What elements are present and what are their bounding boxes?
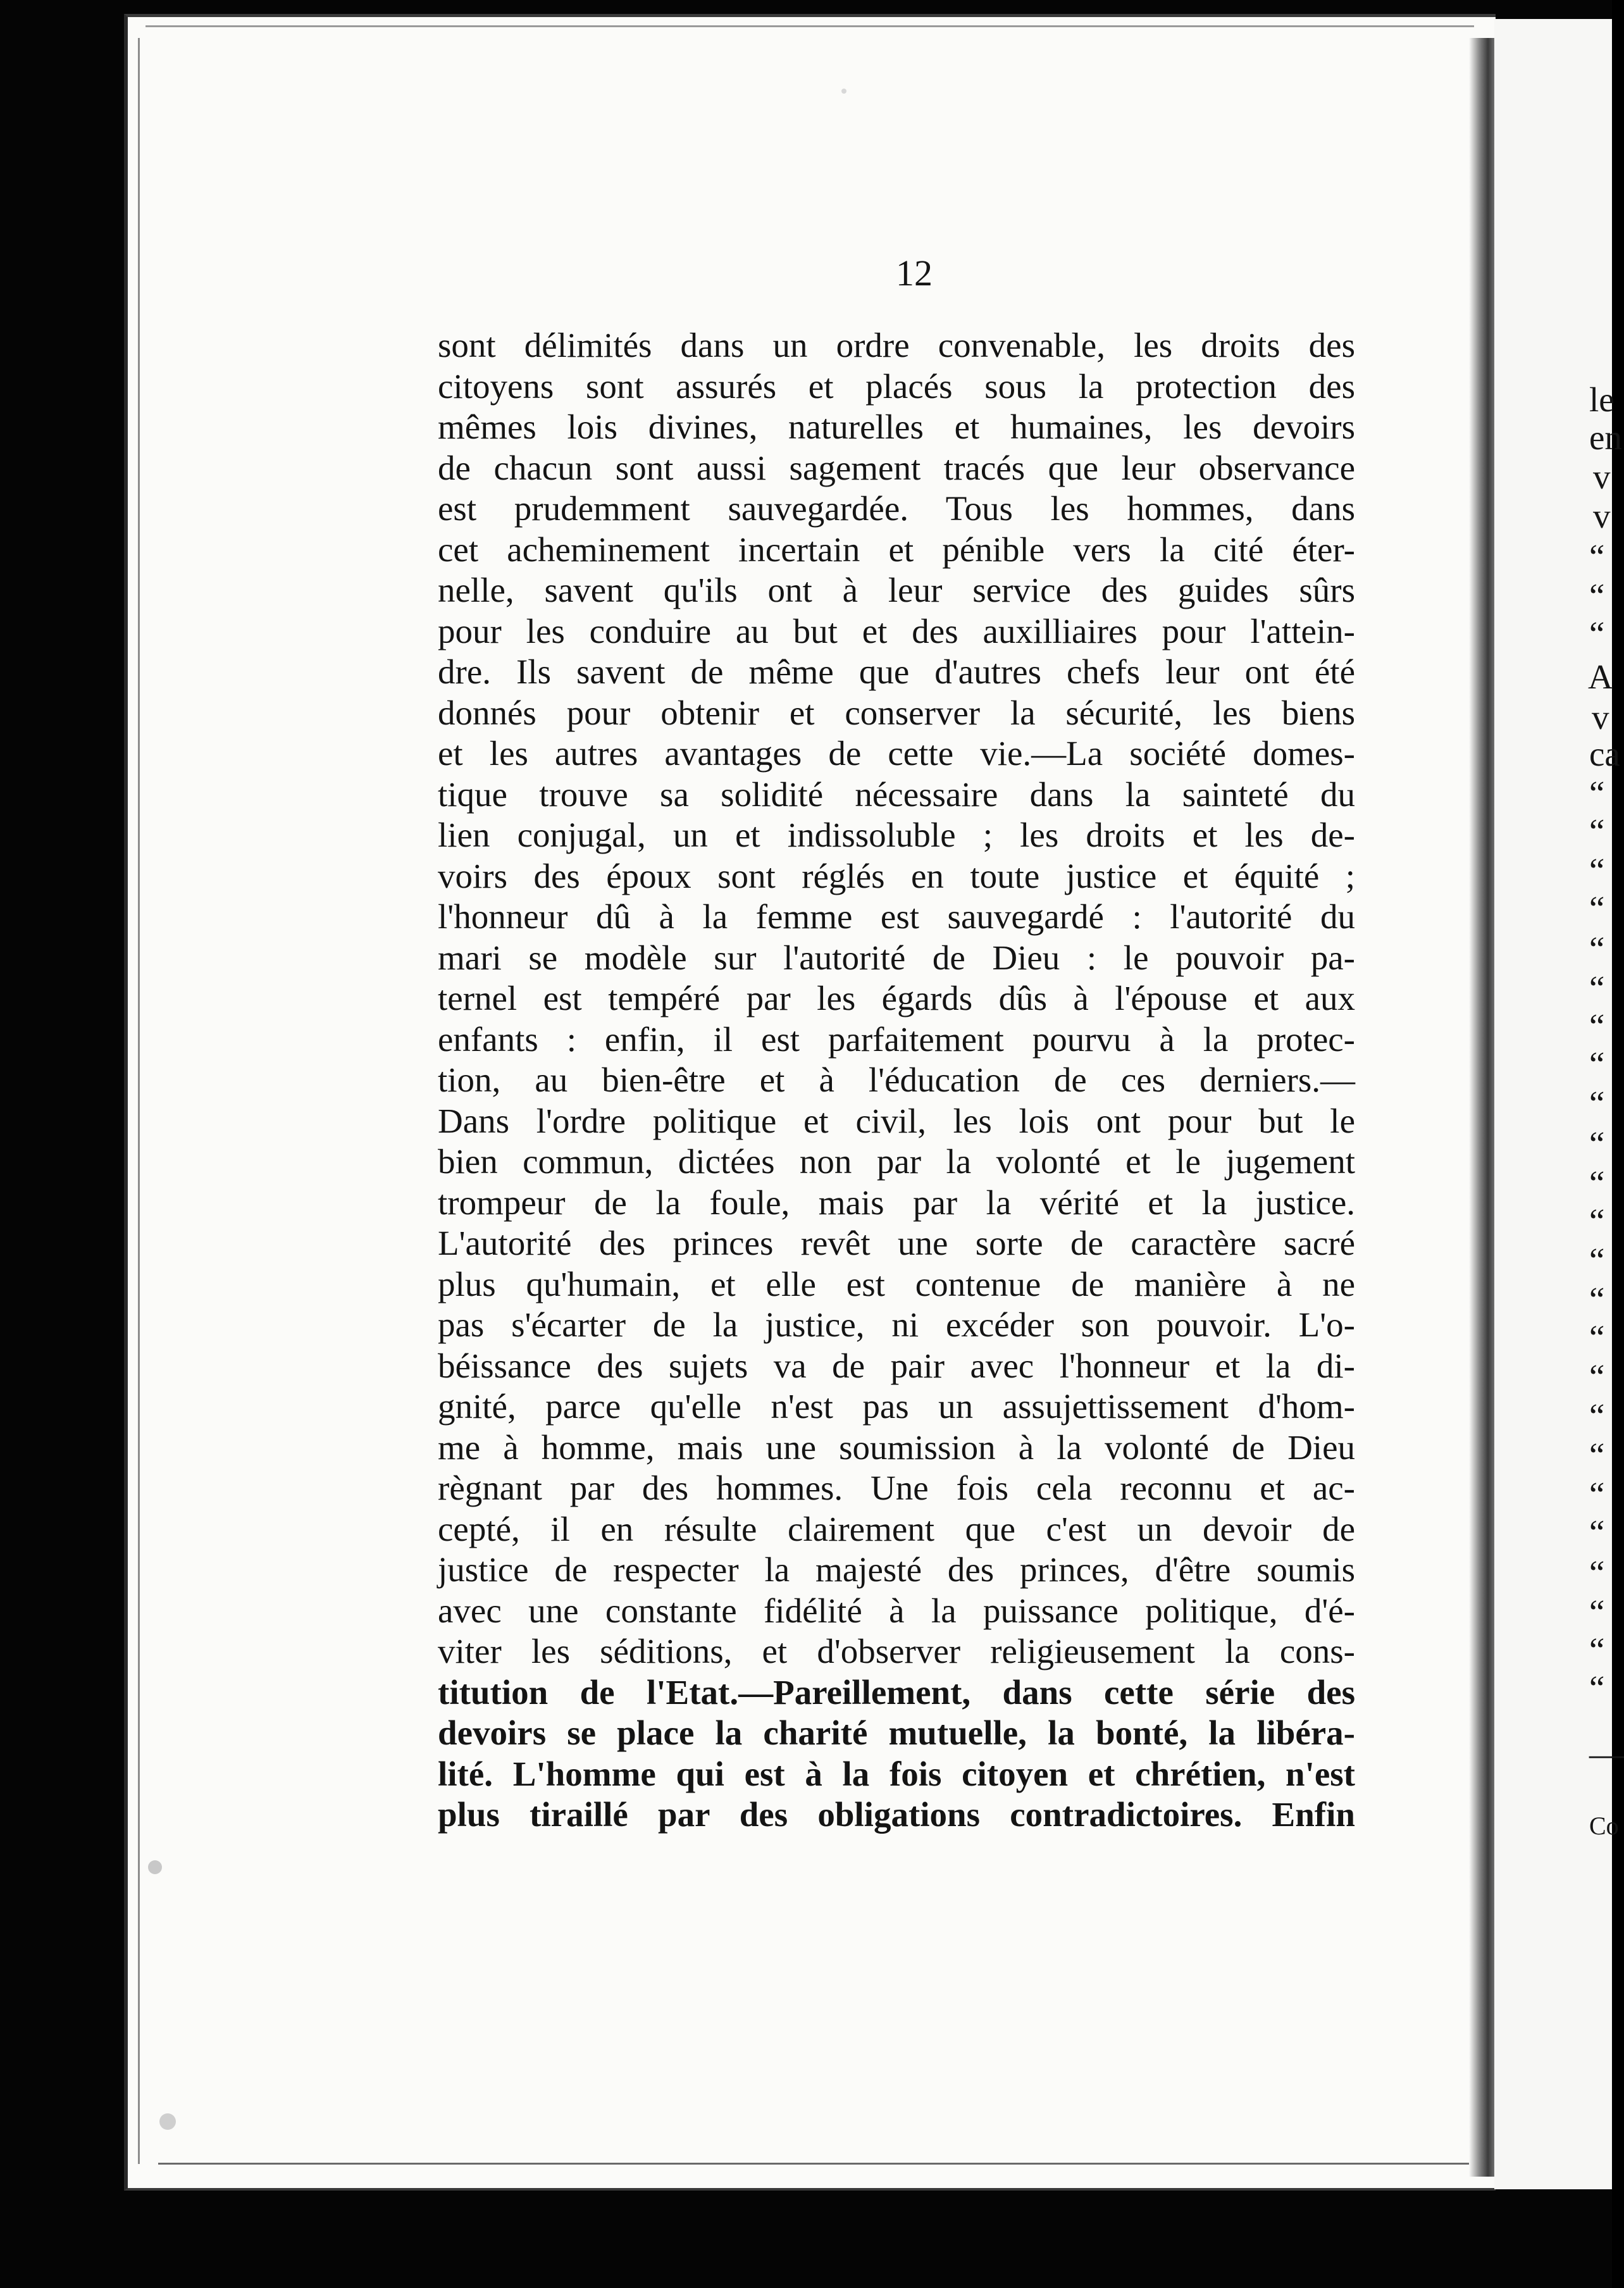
facing-page-fragment: “ [1589,1164,1605,1202]
facing-page-fragment: “ [1589,1202,1605,1240]
paper-speck [159,2113,176,2130]
text-line: tique trouve sa solidité nécessaire dans la sainteté du [438,774,1355,814]
page-edge-bottom [158,2163,1474,2165]
text-line: justice de respecter la majesté des princes, d'être soumis [438,1550,1355,1589]
page-number: 12 [896,252,933,294]
text-line: me à homme, mais une soumission à la volonté de Dieu [438,1427,1355,1467]
text-line: viter les séditions, et d'observer religieusement la cons- [438,1632,1355,1670]
text-line: mêmes lois divines, naturelles et humaines, les devoirs [438,407,1355,446]
page-body-text [438,325,1355,1836]
text-line: mari se modèle sur l'autorité de Dieu : le pouvoir pa- [438,938,1355,977]
facing-page-fragment: “ [1589,1084,1605,1122]
text-line: trompeur de la foule, mais par la vérité et la justice. [438,1183,1355,1222]
text-line: de chacun sont aussi sagement tracés que leur observance [438,448,1355,487]
text-line: est prudemment sauvegardée. Tous les hommes, dans [438,489,1355,528]
facing-page-fragment: “ [1589,889,1605,928]
text-line: cepté, il en résulte clairement que c'est un devoir de [438,1509,1355,1548]
text-line: Dans l'ordre politique et civil, les lois ont pour but le [438,1101,1355,1140]
facing-page-fragment: “ [1589,969,1605,1007]
text-line: règnant par des hommes. Une fois cela reconnu et ac- [438,1469,1355,1507]
text-line: l'honneur dû à la femme est sauvegardé : l'autorité du [438,897,1355,936]
facing-page-fragment: “ [1589,1475,1605,1514]
text-line: lien conjugal, un et indissoluble ; les droits et les de- [438,816,1355,854]
text-line: lité. L'homme qui est à la fois citoyen et chrétien, n'est [438,1754,1355,1793]
page-edge-top [146,25,1474,27]
facing-page-fragment: “ [1589,614,1605,653]
facing-page-fragment: “ [1589,930,1605,968]
facing-page-fragment: Co [1589,1812,1619,1840]
text-line: voirs des époux sont réglés en toute justice et équité ; [438,856,1355,895]
paper-speck [148,1860,162,1874]
facing-page-fragment: le [1589,380,1615,419]
text-line: L'autorité des princes revêt une sorte de caractère sacré [438,1224,1355,1262]
text-line: plus tiraillé par des obligations contradictoires. Enfin [438,1795,1355,1834]
text-line: béissance des sujets va de pair avec l'honneur et la di- [438,1346,1355,1385]
text-line: tion, au bien-être et à l'éducation de ces derniers.— [438,1060,1355,1099]
facing-page-fragment: “ [1589,1513,1605,1551]
facing-page-fragment: v [1593,497,1611,535]
facing-page-fragment: “ [1589,774,1605,812]
text-line: nelle, savent qu'ils ont à leur service des guides sûrs [438,571,1355,609]
facing-page-fragment: “ [1589,1124,1605,1163]
facing-page-fragment: “ [1589,851,1605,890]
facing-page-fragment: v [1592,698,1609,737]
facing-page-fragment: “ [1589,1553,1605,1592]
text-line: bien commun, dictées non par la volonté et le jugement [438,1142,1355,1181]
text-line: et les autres avantages de cette vie.—La société domes- [438,734,1355,773]
text-line: enfants : enfin, il est parfaitement pourvu à la protec- [438,1019,1355,1059]
text-line: sont délimités dans un ordre convenable, les droits des [438,326,1355,364]
text-line: devoirs se place la charité mutuelle, la bonté, la libéra- [438,1713,1355,1752]
facing-page-fragment: “ [1589,1669,1605,1707]
book-gutter [1469,38,1494,2177]
text-line: plus qu'humain, et elle est contenue de manière à ne [438,1264,1355,1303]
facing-page-fragment: “ [1589,1593,1605,1631]
facing-page-fragment: “ [1589,1436,1605,1474]
text-line: dre. Ils savent de même que d'autres chefs leur ont été [438,652,1355,691]
text-line: citoyens sont assurés et placés sous la protection des [438,366,1355,406]
text-line: pour les conduire au but et des auxilliaires pour l'attein- [438,611,1355,650]
facing-page-fragment: “ [1589,812,1605,850]
text-line: pas s'écarter de la justice, ni excéder son pouvoir. L'o- [438,1305,1355,1344]
text-line: avec une constante fidélité à la puissance politique, d'é- [438,1591,1355,1630]
facing-page-fragment: v [1593,457,1611,496]
facing-page-fragment: “ [1589,576,1605,615]
facing-page-fragment: A [1588,657,1613,696]
text-line: donnés pour obtenir et conserver la sécurité, les biens [438,693,1355,732]
text-line: titution de l'Etat.—Pareillement, dans cette série des [438,1672,1355,1712]
page-edge-left [138,38,140,2164]
facing-page-fragment: “ [1589,1318,1605,1357]
text-line: gnité, parce qu'elle n'est pas un assujettissement d'hom- [438,1387,1355,1426]
text-line: ternel est tempéré par les égards dûs à l'épouse et aux [438,979,1355,1017]
facing-page-fragment: “ [1589,1357,1605,1396]
facing-page-fragment: “ [1589,1045,1605,1083]
facing-page-fragment: “ [1589,1280,1605,1319]
facing-page-fragment: “ [1589,537,1605,576]
facing-page-fragment: en [1589,418,1622,457]
text-line: cet acheminement incertain et pénible vers la cité éter- [438,530,1355,569]
facing-page-fragment: “ [1589,1241,1605,1279]
facing-page-fragment: — [1589,1734,1624,1773]
facing-page-fragment: ca [1589,735,1620,773]
paper-speck [841,89,846,94]
facing-page-fragment: “ [1589,1631,1605,1669]
facing-page-fragment: “ [1589,1007,1605,1045]
facing-page-fragment: “ [1589,1396,1605,1435]
